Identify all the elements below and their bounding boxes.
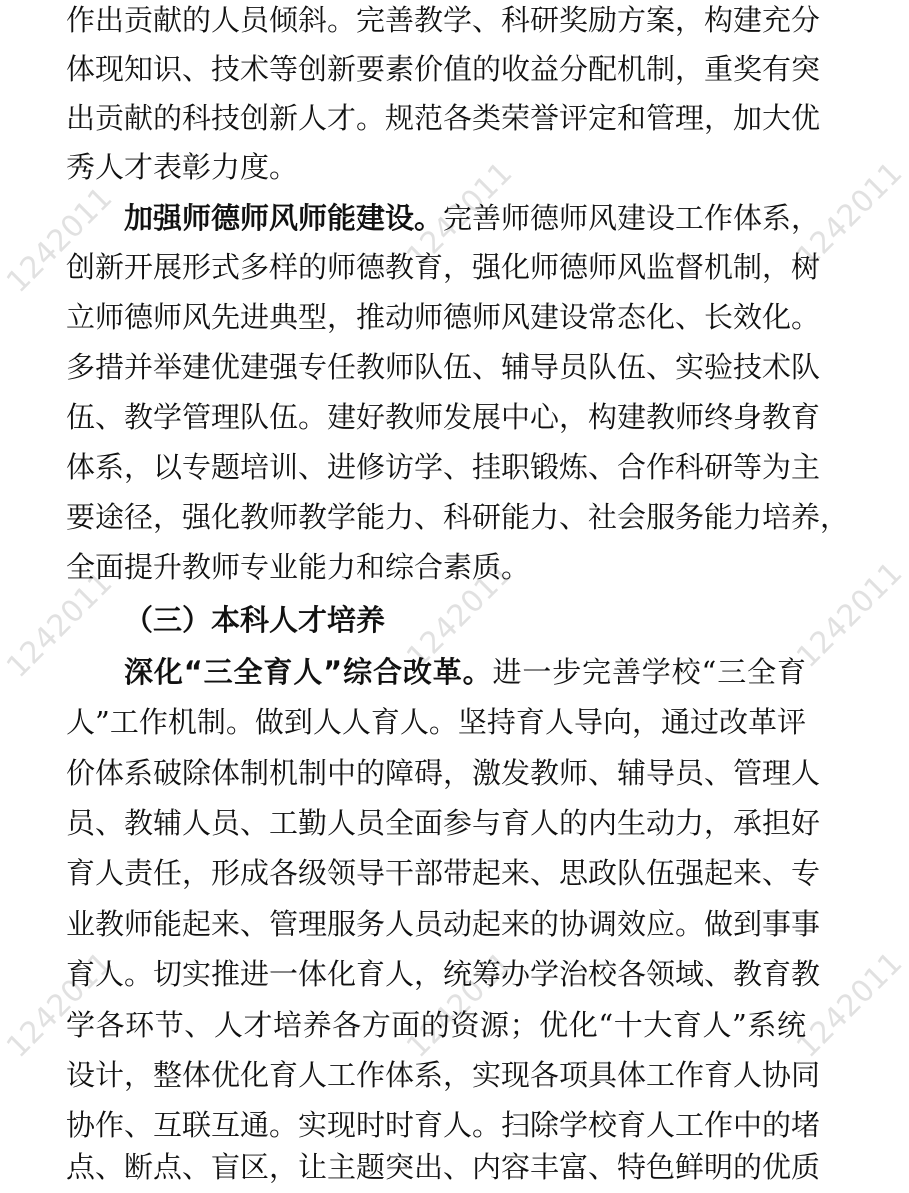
paragraph-line [66, 898, 821, 950]
line-text: 出贡献的科技创新人才。规范各类荣誉评定和管理，加大优 [66, 101, 821, 135]
line-text: 完善师德师风建设工作体系， [443, 201, 821, 235]
bold-heading-text: 深化“三全育人”综合改革。 [124, 655, 493, 689]
watermark-text: 1242011 [0, 565, 120, 685]
line-text: 员、教辅人员、工勤人员全面参与育人的内生动力，承担好 [66, 806, 821, 840]
line-text: 协作、互联互通。实现时时育人。扫除学校育人工作中的堵 [66, 1108, 821, 1142]
line-text: 设计，整体优化育人工作体系，实现各项具体工作育人协同 [66, 1058, 821, 1092]
watermark-text: 1242011 [400, 555, 520, 675]
line-text: 创新开展形式多样的师德教育，强化师德师风监督机制，树 [66, 250, 821, 284]
paragraph-line [66, 92, 821, 144]
line-text: 作出贡献的人员倾斜。完善教学、科研奖励方案，构建充分 [66, 3, 821, 37]
line-text: 育人。切实推进一体化育人，统筹办学治校各领域、教育教 [66, 957, 821, 991]
watermark-text: 1242011 [400, 155, 520, 275]
line-text: 全面提升教师专业能力和综合素质。 [66, 550, 531, 584]
paragraph-line [66, 0, 821, 46]
paragraph-line [66, 43, 821, 95]
paragraph-line [124, 192, 821, 244]
paragraph-line [66, 999, 806, 1051]
paragraph-line [66, 847, 821, 899]
paragraph-line [66, 1141, 821, 1193]
line-text: 人”工作机制。做到人人育人。坚持育人导向，通过改革评 [66, 705, 806, 739]
line-text: 育人责任，形成各级领导干部带起来、思政队伍强起来、专 [66, 856, 821, 890]
line-text: 伍、教学管理队伍。建好教师发展中心，构建教师终身教育 [66, 400, 821, 434]
line-text: 要途径，强化教师教学能力、科研能力、社会服务能力培养， [66, 500, 850, 534]
watermark-text: 1242011 [400, 945, 520, 1065]
section-heading-text: （三）本科人才培养 [124, 603, 386, 637]
paragraph-line [66, 141, 806, 193]
paragraph-line [66, 441, 821, 493]
line-text: 进一步完善学校“三全育 [492, 655, 806, 689]
watermark-text: 1242011 [0, 180, 120, 300]
paragraph-line [66, 291, 821, 343]
watermark-text: 1242011 [790, 945, 909, 1065]
bold-heading-text: 加强师德师风师能建设。 [124, 201, 444, 235]
paragraph-line [66, 1049, 821, 1101]
paragraph-line [66, 747, 821, 799]
paragraph-line [66, 541, 806, 593]
paragraph-line [66, 948, 821, 1000]
line-text: 业教师能起来、管理服务人员动起来的协调效应。做到事事 [66, 907, 821, 941]
paragraph-line [66, 241, 821, 293]
line-text: 立师德师风先进典型，推动师德师风建设常态化、长效化。 [66, 300, 821, 334]
watermark-text: 1242011 [790, 555, 909, 675]
watermark-text: 1242011 [0, 945, 120, 1065]
section-heading [124, 594, 806, 646]
line-text: 体系，以专题培训、进修访学、挂职锻炼、合作科研等为主 [66, 450, 821, 484]
line-text: 点、断点、盲区，让主题突出、内容丰富、特色鲜明的优质 [66, 1150, 821, 1184]
line-text: 体现知识、技术等创新要素价值的收益分配机制，重奖有突 [66, 52, 821, 86]
paragraph-line [124, 646, 806, 698]
line-text: 秀人才表彰力度。 [66, 150, 299, 184]
paragraph-line [66, 696, 806, 748]
paragraph-line [66, 491, 850, 543]
paragraph-line [66, 391, 821, 443]
line-text: 价体系破除体制机制中的障碍，激发教师、辅导员、管理人 [66, 756, 821, 790]
line-text: 学各环节、人才培养各方面的资源；优化“十大育人”系统 [66, 1008, 806, 1042]
paragraph-line [66, 797, 821, 849]
paragraph-line [66, 341, 821, 393]
line-text: 多措并举建优建强专任教师队伍、辅导员队伍、实验技术队 [66, 350, 821, 384]
watermark-text: 1242011 [790, 155, 909, 275]
